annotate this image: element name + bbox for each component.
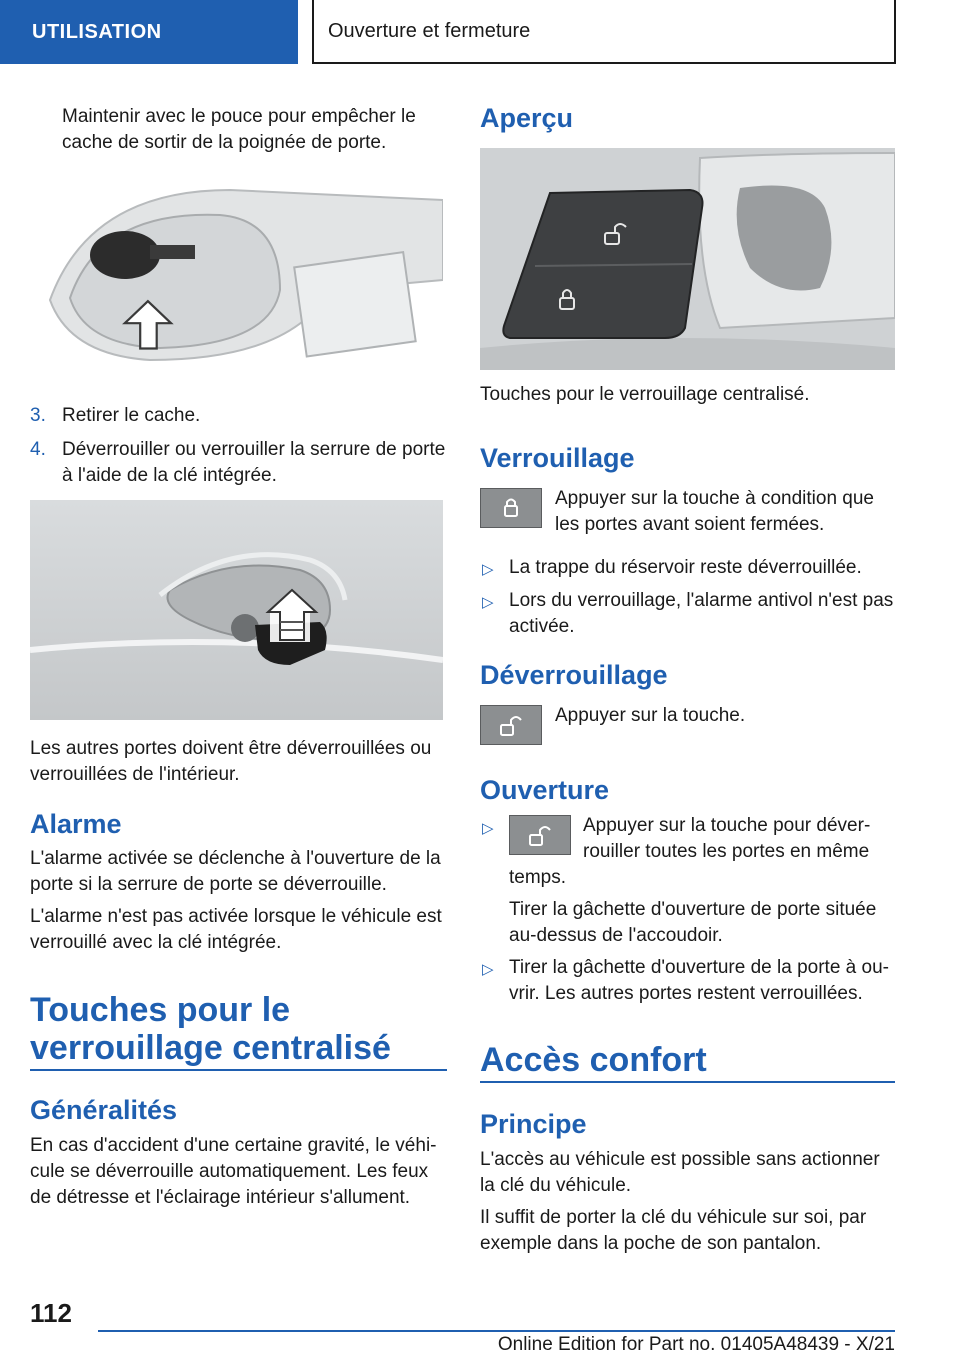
central-lock-heading-line-2: verrouillage centralisé (30, 1029, 391, 1067)
alarm-heading: Alarme (30, 809, 122, 839)
alarm-p2-line-1: L'alarme n'est pas activée lorsque le véhicule est (30, 906, 442, 927)
principle-p2-line-2: exemple dans la poche de son pantalon. (480, 1233, 822, 1254)
other-doors-line-2: verrouillées de l'intérieur. (30, 764, 240, 785)
opening-b1-line-2: rouiller toutes les portes en même (583, 841, 870, 862)
alarm-p1-line-2: porte si la serrure de porte se déverrouille. (30, 874, 387, 895)
opening-heading: Ouverture (480, 775, 610, 805)
intro-line-1: Maintenir avec le pouce pour empêcher le (62, 106, 416, 127)
section-tab (0, 0, 298, 64)
principle-p1-line-2: la clé du véhicule. (480, 1175, 632, 1196)
step-3-number: 3. (30, 405, 46, 426)
section-rule-right (480, 1081, 895, 1083)
comfort-access-heading: Accès confort (480, 1041, 707, 1079)
lock-text-line-1: Appuyer sur la touche à condition que (555, 488, 874, 509)
overview-heading: Aperçu (480, 103, 574, 133)
bullet-icon: ▷ (482, 561, 494, 578)
alarm-p1-line-1: L'alarme activée se déclenche à l'ouverture de la (30, 848, 441, 869)
step-4-number: 4. (30, 439, 46, 460)
general-line-1: En cas d'accident d'une certaine gravité, le véhi- (30, 1135, 437, 1156)
page-number: 112 (30, 1298, 72, 1328)
overview-caption: Touches pour le verrouillage centralisé. (480, 384, 810, 405)
chapter-title: Ouverture et fermeture (328, 19, 531, 42)
lock-text-line-2: les portes avant soient fermées. (555, 514, 825, 535)
lock-heading: Verrouillage (480, 443, 635, 473)
lock-icon (480, 488, 542, 528)
unlock-icon (480, 705, 542, 745)
opening-b1-line-3: temps. (509, 867, 567, 888)
alarm-p2-line-2: verrouillé avec la clé intégrée. (30, 932, 282, 953)
unlock-text: Appuyer sur la touche. (555, 705, 746, 726)
opening-b2-line-2: vrir. Les autres portes restent verrouillées. (509, 983, 863, 1004)
footer-rule (98, 1330, 895, 1332)
lock-bullet-2-line-1: Lors du verrouillage, l'alarme antivol n'est pas (509, 590, 894, 611)
general-heading: Généralités (30, 1095, 178, 1125)
bullet-icon: ▷ (482, 594, 494, 611)
principle-heading: Principe (480, 1109, 587, 1139)
photo-handle-cover (30, 180, 443, 370)
central-lock-heading-line-1: Touches pour le (30, 991, 291, 1029)
chapter-header (312, 0, 896, 64)
lock-bullet-1: La trappe du réservoir reste déverrouillée. (509, 557, 862, 578)
opening-b2-line-1: Tirer la gâchette d'ouverture de la porte à ou- (509, 957, 889, 978)
opening-b1-p2-line-1: Tirer la gâchette d'ouverture de porte située (509, 899, 877, 920)
unlock-icon (509, 815, 571, 855)
opening-b1-line-1: Appuyer sur la touche pour déver- (583, 815, 871, 836)
bullet-icon: ▷ (482, 961, 494, 978)
photo-integrated-key (30, 500, 443, 720)
general-line-2: cule se déverrouille automatiquement. Les feux (30, 1161, 429, 1182)
step-4-line-1: Déverrouiller ou verrouiller la serrure de porte (62, 439, 446, 460)
step-3-text: Retirer le cache. (62, 405, 201, 426)
bullet-icon: ▷ (482, 820, 494, 837)
principle-p2-line-1: Il suffit de porter la clé du véhicule sur soi, par (480, 1207, 867, 1228)
intro-line-2: cache de sortir de la poignée de porte. (62, 132, 387, 153)
general-line-3: de détresse et l'éclairage intérieur s'allument. (30, 1187, 411, 1208)
unlock-heading: Déverrouillage (480, 660, 668, 690)
section-title: UTILISATION (32, 20, 162, 43)
edition-text: Online Edition for Part no. 01405A48439 - X/21 (497, 1334, 895, 1355)
step-4-line-2: à l'aide de la clé intégrée. (62, 465, 277, 486)
opening-b1-p2-line-2: au-dessus de l'accoudoir. (509, 925, 723, 946)
section-rule-left (30, 1069, 447, 1071)
photo-central-lock-buttons (480, 148, 895, 370)
other-doors-line-1: Les autres portes doivent être déverrouillées ou (30, 738, 432, 759)
principle-p1-line-1: L'accès au véhicule est possible sans actionner (480, 1149, 880, 1170)
lock-bullet-2-line-2: activée. (509, 616, 575, 637)
